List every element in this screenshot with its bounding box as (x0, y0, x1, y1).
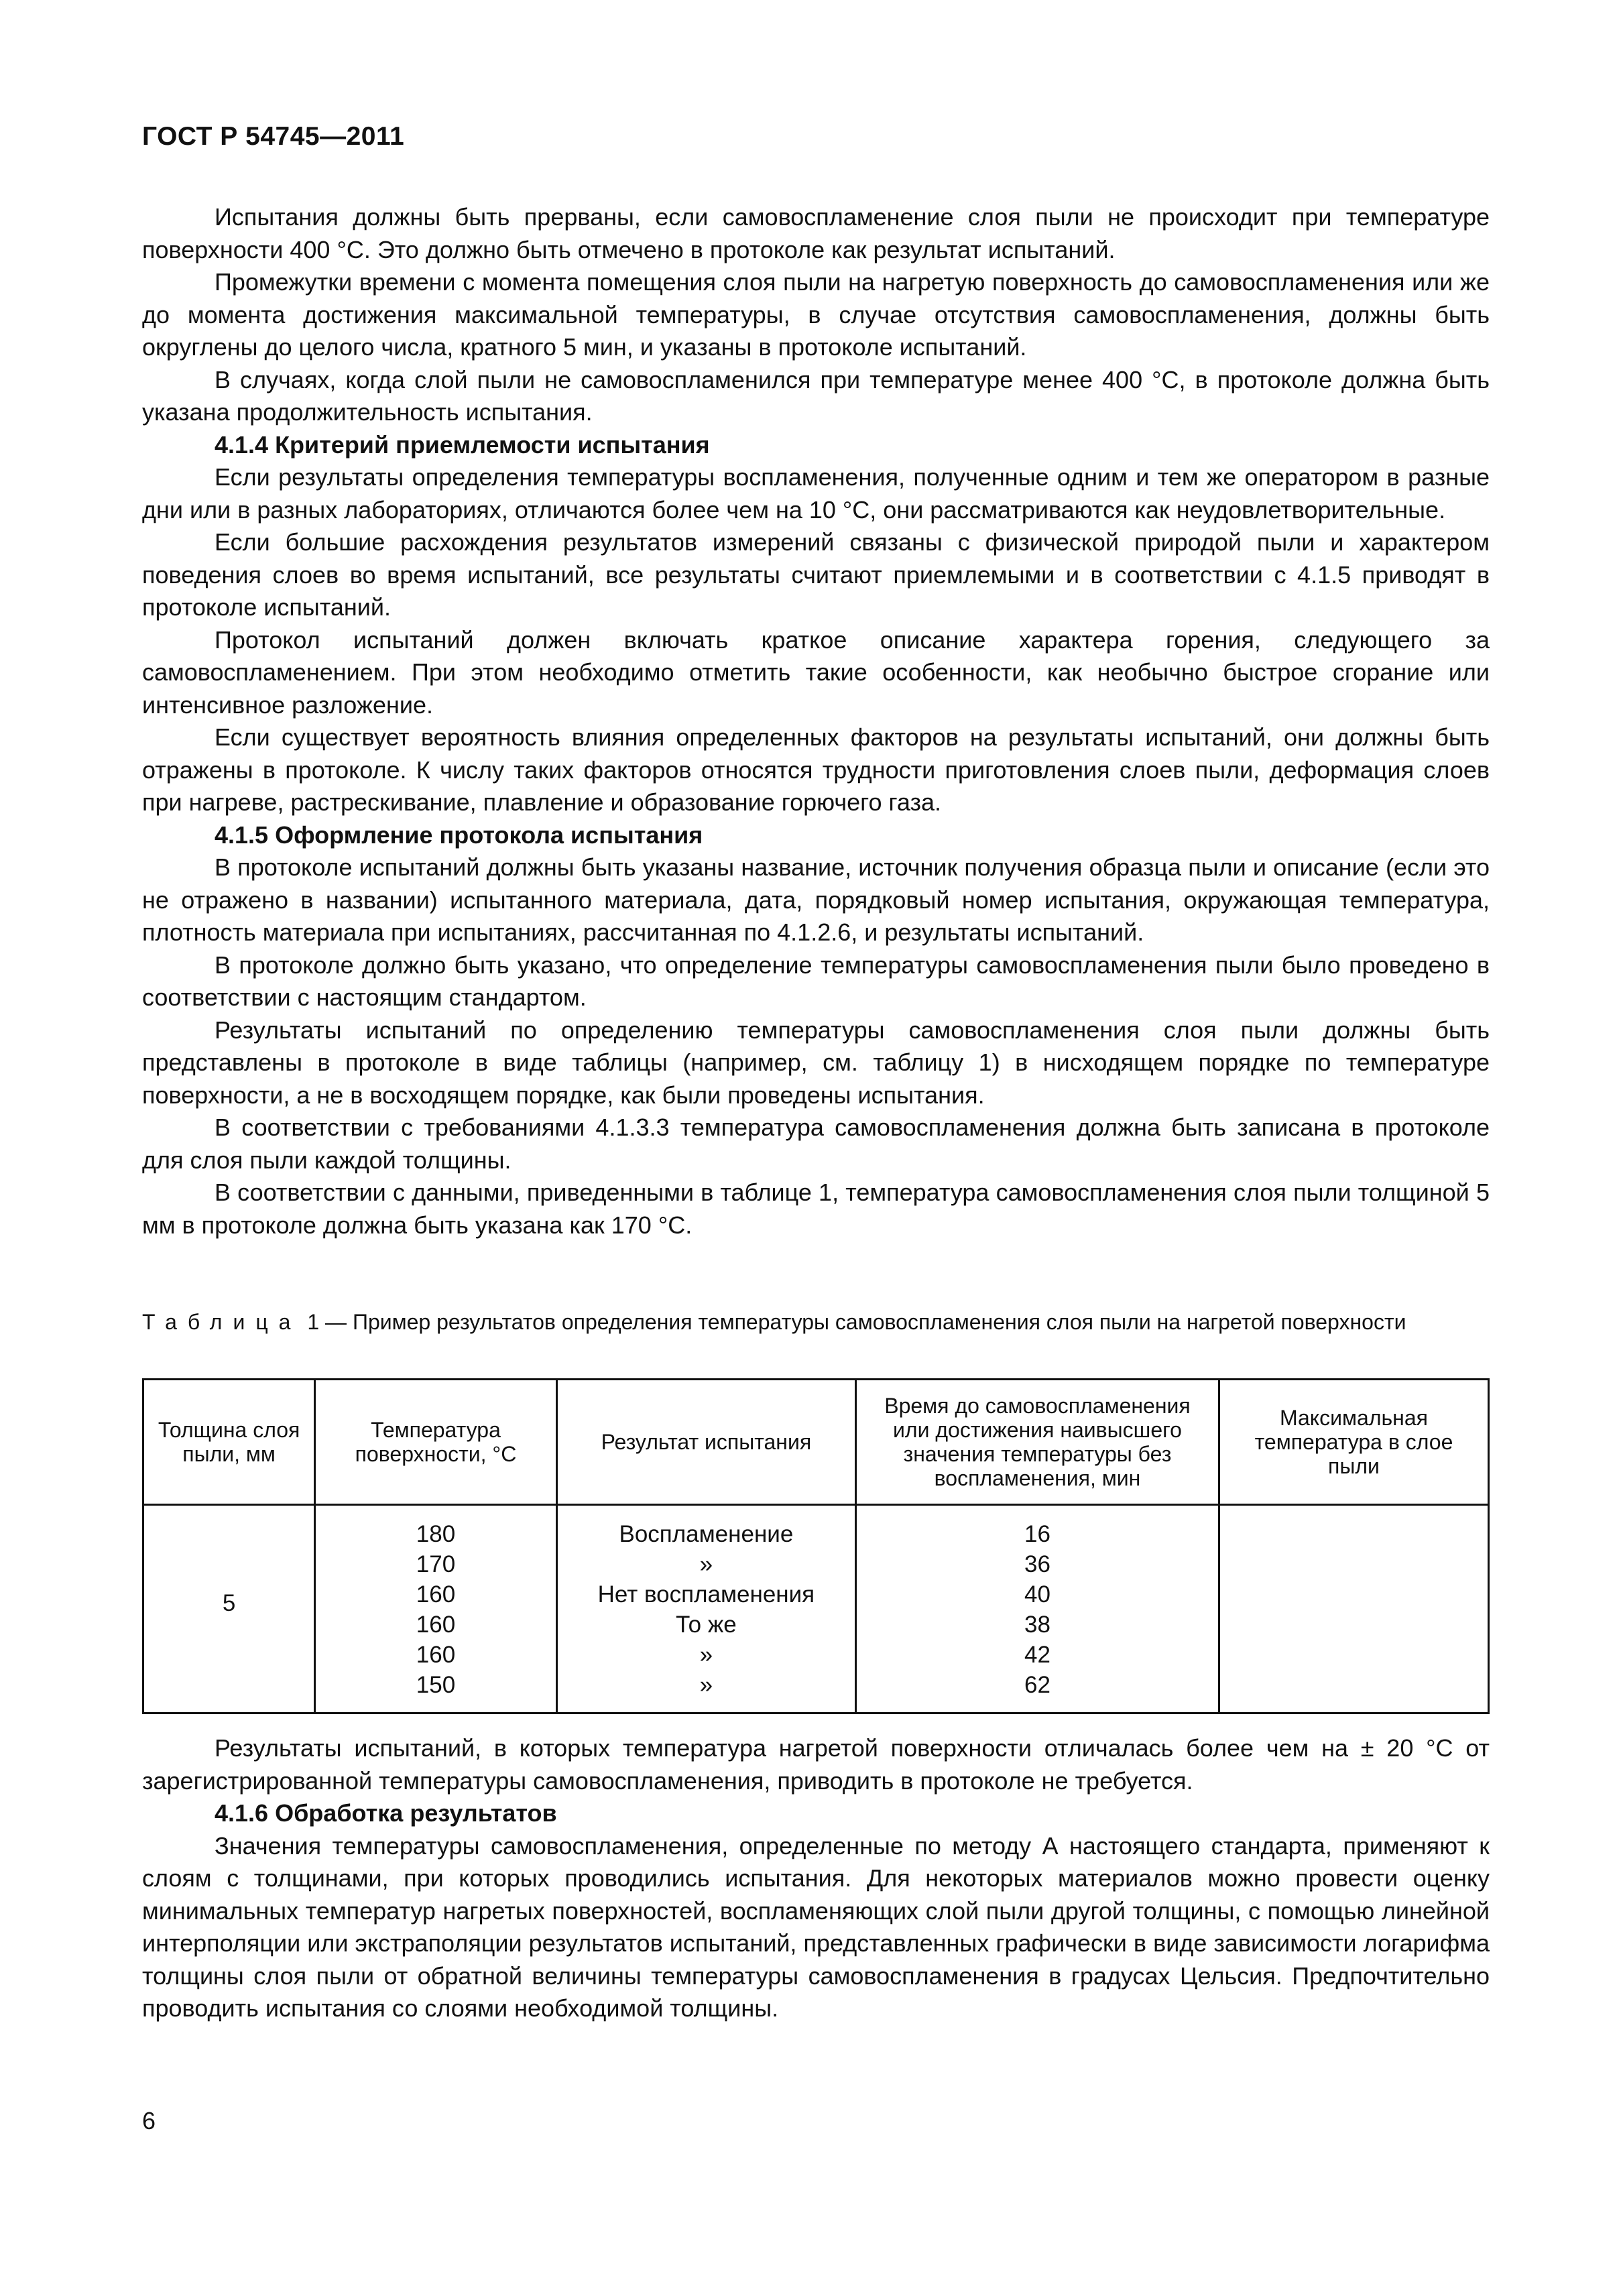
result-value: » (699, 1672, 713, 1698)
time-value: 42 (1024, 1642, 1050, 1668)
temperature-cell (315, 1505, 557, 1713)
paragraph: Протокол испытаний должен включать краткое описание характера горения, следующего за самовоспламенением. При этом необходимо отметить такие особенности, как необычно быстрое сгорание или интенсивное разложение. (142, 625, 1490, 719)
temperature-value: 160 (416, 1642, 456, 1668)
table-caption-text: 1 — Пример результатов определения температуры самовоспламенения слоя пыли на нагретой поверхности (301, 1310, 1406, 1334)
result-cell (556, 1505, 855, 1713)
result-value: Нет воспламенения (597, 1581, 815, 1608)
paragraph: Если существует вероятность влияния определенных факторов на результаты испытаний, они должны быть отражены в протоколе. К числу таких факторов относятся трудности приготовления слоев пыли, деформация слоев при нагреве, растрескивание, плавление и образование горючего газа. (142, 723, 1490, 816)
table-header-row (143, 1380, 1489, 1505)
temperature-value: 160 (416, 1612, 456, 1638)
thickness-cell: 5 (143, 1505, 315, 1713)
section-heading-4-1-4: 4.1.4 Критерий приемлемости испытания (215, 430, 710, 459)
time-value: 16 (1024, 1521, 1050, 1547)
paragraph: В соответствии с данными, приведенными в таблице 1, температура самовоспламенения слоя пыли толщиной 5 мм в протоколе должна быть указана как 170 °С. (142, 1179, 1490, 1239)
time-value: 40 (1024, 1581, 1050, 1608)
result-value: То же (676, 1612, 737, 1638)
table-caption (142, 1307, 1490, 1337)
page-number: 6 (142, 2107, 156, 2134)
column-header-surface-temperature: Температура поверхности, °С (315, 1380, 557, 1505)
paragraph: Если результаты определения температуры воспламенения, полученные одним и тем же оператором в разные дни или в разных лабораториях, отличаются более чем на 10 °С, они рассматриваются как неудовлетворительные. (142, 463, 1490, 524)
paragraph: Промежутки времени с момента помещения слоя пыли на нагретую поверхность до самовоспламенения или же до момента достижения максимальной температуры, в случае отсутствия самовоспламенения, должны быть округлены до целого числа, кратного 5 мин, и указаны в протоколе испытаний. (142, 268, 1490, 361)
paragraph: Если большие расхождения результатов измерений связаны с физической природой пыли и характером поведения слоев во время испытаний, все результаты считают приемлемыми и в соответствии с 4.1.5 приводят в протоколе испытаний. (142, 528, 1490, 621)
paragraph: В соответствии с требованиями 4.1.3.3 температура самовоспламенения должна быть записана в протоколе для слоя пыли каждой толщины. (142, 1113, 1490, 1174)
result-value: » (699, 1642, 713, 1668)
temperature-value: 160 (416, 1581, 456, 1608)
main-text-upper (142, 201, 1490, 1242)
max-temperature-cell (1219, 1505, 1488, 1713)
paragraph: Испытания должны быть прерваны, если самовоспламенение слоя пыли не происходит при температуре поверхности 400 °С. Это должно быть отмечено в протоколе как результат испытаний. (142, 203, 1490, 263)
time-value: 38 (1024, 1612, 1050, 1638)
paragraph: В протоколе должно быть указано, что определение температуры самовоспламенения пыли было проведено в соответствии с настоящим стандартом. (142, 951, 1490, 1011)
time-value: 62 (1024, 1672, 1050, 1698)
result-value: » (699, 1551, 713, 1577)
temperature-value: 180 (416, 1521, 456, 1547)
section-heading-4-1-6: 4.1.6 Обработка результатов (215, 1799, 557, 1827)
table-caption-label: Таблица (142, 1310, 302, 1334)
column-header-test-result: Результат испытания (556, 1380, 855, 1505)
temperature-value: 150 (416, 1672, 456, 1698)
time-value: 36 (1024, 1551, 1050, 1577)
column-header-max-temperature: Максимальная температура в слое пыли (1219, 1380, 1488, 1505)
column-header-thickness: Толщина слоя пыли, мм (143, 1380, 315, 1505)
time-cell (855, 1505, 1219, 1713)
result-value: Воспламенение (619, 1521, 794, 1547)
document-code: ГОСТ Р 54745—2011 (142, 122, 405, 151)
results-table (142, 1378, 1490, 1714)
paragraph: Результаты испытаний, в которых температура нагретой поверхности отличалась более чем на ± 20 °С от зарегистрированной температуры самовоспламенения, приводить в протоколе не требуется. (142, 1734, 1490, 1795)
section-heading-4-1-5: 4.1.5 Оформление протокола испытания (215, 821, 703, 849)
temperature-value: 170 (416, 1551, 456, 1577)
paragraph: Результаты испытаний по определению температуры самовоспламенения слоя пыли должны быть представлены в протоколе в виде таблицы (например, см. таблицу 1) в нисходящем порядке по температуре поверхности, а не в восходящем порядке, как были проведены испытания. (142, 1016, 1490, 1109)
table-row (143, 1505, 1489, 1713)
column-header-time: Время до самовоспламенения или достижения наивысшего значения температуры без воспламенения, мин (855, 1380, 1219, 1505)
paragraph: Значения температуры самовоспламенения, определенные по методу А настоящего стандарта, применяют к слоям с толщинами, при которых проводились испытания. Для некоторых материалов можно провести оценку минимальных температур нагретых поверхностей, воспламеняющих слой пыли другой толщины, с помощью линейной интерполяции или экстраполяции результатов испытаний, представленных графически в виде зависимости логарифма толщины слоя пыли от обратной величины температуры самовоспламенения в градусах Цельсия. Предпочтительно проводить испытания со слоями необходимой толщины. (142, 1831, 1490, 2022)
main-text-lower (142, 1732, 1490, 2025)
paragraph: В протоколе испытаний должны быть указаны название, источник получения образца пыли и описание (если это не отражено в названии) испытанного материала, дата, порядковый номер испытания, окружающая температура, плотность материала при испытаниях, рассчитанная по 4.1.2.6, и результаты испытаний. (142, 853, 1490, 946)
paragraph: В случаях, когда слой пыли не самовоспламенился при температуре менее 400 °С, в протоколе должна быть указана продолжительность испытания. (142, 365, 1490, 426)
